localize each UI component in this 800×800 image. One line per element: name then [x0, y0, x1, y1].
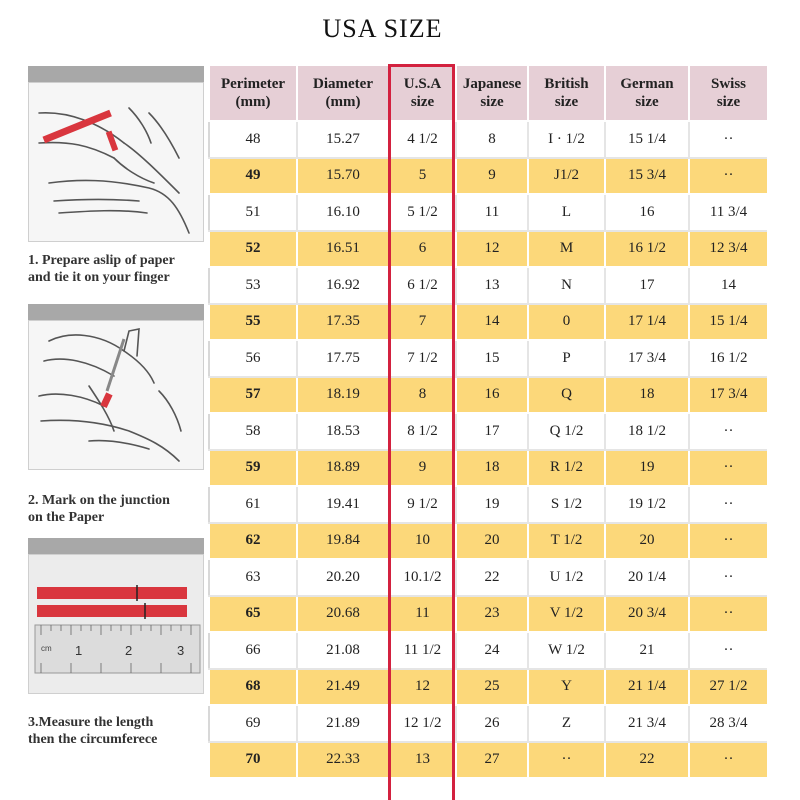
- ruler-number-2: 2: [125, 643, 133, 658]
- step-3-text: [28, 714, 208, 748]
- header-german-line-1: German: [620, 76, 674, 92]
- ruler-number-3: 3: [177, 643, 185, 658]
- cell-diameter: 21.08: [297, 632, 389, 669]
- cell-british: S 1/2: [528, 486, 605, 523]
- cell-german: 22: [605, 742, 689, 779]
- cell-british: N: [528, 267, 605, 304]
- cell-japanese: 14: [456, 304, 528, 341]
- cell-german: 19 1/2: [605, 486, 689, 523]
- cell-german: 16 1/2: [605, 231, 689, 268]
- cell-swiss: ··: [689, 742, 767, 779]
- table-row: [209, 267, 767, 304]
- cell-swiss: 17 3/4: [689, 377, 767, 414]
- header-diameter-line-1: Diameter: [313, 76, 373, 92]
- step-3-bar: [28, 538, 204, 554]
- cell-perimeter: 65: [209, 596, 297, 633]
- header-diameter: [297, 65, 389, 121]
- table-row: [209, 413, 767, 450]
- table-row: [209, 121, 767, 158]
- cell-usa: 7: [389, 304, 456, 341]
- cell-japanese: 24: [456, 632, 528, 669]
- cell-usa: 6 1/2: [389, 267, 456, 304]
- cell-japanese: 12: [456, 231, 528, 268]
- cell-perimeter: 58: [209, 413, 297, 450]
- table-row: [209, 596, 767, 633]
- cell-diameter: 17.75: [297, 340, 389, 377]
- cell-british: I · 1/2: [528, 121, 605, 158]
- cell-british: Y: [528, 669, 605, 706]
- hand-with-paper-strip-icon: [29, 83, 203, 241]
- cell-diameter: 21.49: [297, 669, 389, 706]
- cell-swiss: ··: [689, 596, 767, 633]
- ring-size-table: [208, 64, 767, 779]
- cell-usa: 9 1/2: [389, 486, 456, 523]
- header-usa-line-1: U.S.A: [403, 76, 442, 92]
- header-usa: [389, 65, 456, 121]
- step-1-text: [28, 252, 208, 286]
- cell-swiss: 14: [689, 267, 767, 304]
- cell-diameter: 20.20: [297, 559, 389, 596]
- cell-perimeter: 59: [209, 450, 297, 487]
- table-row: [209, 450, 767, 487]
- header-perimeter-line-1: Perimeter: [220, 76, 286, 92]
- cell-diameter: 19.41: [297, 486, 389, 523]
- cell-swiss: ··: [689, 450, 767, 487]
- page-title: USA SIZE: [322, 14, 443, 43]
- cell-german: 19: [605, 450, 689, 487]
- step-1-illustration: [28, 82, 204, 242]
- header-british-line-2: size: [554, 94, 579, 110]
- table-row: [209, 194, 767, 231]
- cell-swiss: 16 1/2: [689, 340, 767, 377]
- cell-usa: 5: [389, 158, 456, 195]
- cell-diameter: 18.19: [297, 377, 389, 414]
- cell-british: Q: [528, 377, 605, 414]
- cell-swiss: ··: [689, 632, 767, 669]
- cell-diameter: 21.89: [297, 705, 389, 742]
- table-row: [209, 559, 767, 596]
- cell-british: P: [528, 340, 605, 377]
- cell-usa: 5 1/2: [389, 194, 456, 231]
- header-swiss: [689, 65, 767, 121]
- table-row: [209, 486, 767, 523]
- header-swiss-line-1: Swiss: [710, 76, 747, 92]
- cell-british: L: [528, 194, 605, 231]
- table-row: [209, 669, 767, 706]
- cell-usa: 4 1/2: [389, 121, 456, 158]
- cell-swiss: ··: [689, 486, 767, 523]
- cell-usa: 12: [389, 669, 456, 706]
- cell-british: 0: [528, 304, 605, 341]
- cell-japanese: 23: [456, 596, 528, 633]
- cell-german: 16: [605, 194, 689, 231]
- cell-usa: 13: [389, 742, 456, 779]
- header-swiss-line-2: size: [716, 94, 741, 110]
- cell-usa: 12 1/2: [389, 705, 456, 742]
- cell-perimeter: 70: [209, 742, 297, 779]
- ruler-unit: cm: [41, 644, 52, 653]
- cell-diameter: 16.10: [297, 194, 389, 231]
- cell-japanese: 18: [456, 450, 528, 487]
- cell-perimeter: 53: [209, 267, 297, 304]
- cell-diameter: 20.68: [297, 596, 389, 633]
- step-2-bar: [28, 304, 204, 320]
- cell-british: T 1/2: [528, 523, 605, 560]
- cell-british: Z: [528, 705, 605, 742]
- cell-japanese: 25: [456, 669, 528, 706]
- cell-german: 18: [605, 377, 689, 414]
- cell-diameter: 19.84: [297, 523, 389, 560]
- cell-perimeter: 68: [209, 669, 297, 706]
- cell-perimeter: 48: [209, 121, 297, 158]
- cell-japanese: 11: [456, 194, 528, 231]
- cell-swiss: 27 1/2: [689, 669, 767, 706]
- cell-diameter: 18.53: [297, 413, 389, 450]
- cell-german: 20: [605, 523, 689, 560]
- cell-german: 18 1/2: [605, 413, 689, 450]
- table-row: [209, 705, 767, 742]
- cell-perimeter: 61: [209, 486, 297, 523]
- cell-japanese: 9: [456, 158, 528, 195]
- cell-japanese: 22: [456, 559, 528, 596]
- cell-diameter: 17.35: [297, 304, 389, 341]
- cell-swiss: ··: [689, 523, 767, 560]
- header-perimeter-line-2: (mm): [235, 94, 271, 110]
- header-british-line-1: British: [544, 76, 589, 92]
- header-japanese-line-1: Japanese: [462, 76, 522, 92]
- step-3-line-1: 3.Measure the length: [28, 715, 154, 730]
- cell-british: U 1/2: [528, 559, 605, 596]
- cell-usa: 8: [389, 377, 456, 414]
- hand-marking-paper-icon: [29, 321, 203, 469]
- cell-usa: 9: [389, 450, 456, 487]
- cell-german: 15 3/4: [605, 158, 689, 195]
- cell-german: 21 3/4: [605, 705, 689, 742]
- table-row: [209, 340, 767, 377]
- cell-diameter: 15.70: [297, 158, 389, 195]
- step-2-illustration: [28, 320, 204, 470]
- cell-perimeter: 52: [209, 231, 297, 268]
- table-row: [209, 158, 767, 195]
- cell-usa: 7 1/2: [389, 340, 456, 377]
- step-3-illustration: [28, 554, 204, 694]
- cell-japanese: 13: [456, 267, 528, 304]
- cell-perimeter: 56: [209, 340, 297, 377]
- header-british: [528, 65, 605, 121]
- cell-british: J1/2: [528, 158, 605, 195]
- cell-perimeter: 49: [209, 158, 297, 195]
- header-diameter-line-2: (mm): [325, 94, 361, 110]
- step-2-line-2: on the Paper: [28, 510, 105, 525]
- cell-british: ··: [528, 742, 605, 779]
- cell-swiss: ··: [689, 559, 767, 596]
- cell-german: 20 3/4: [605, 596, 689, 633]
- cell-usa: 10: [389, 523, 456, 560]
- table-row: [209, 231, 767, 268]
- step-3-line-2: then the circumferece: [28, 732, 158, 747]
- cell-german: 21 1/4: [605, 669, 689, 706]
- cell-perimeter: 55: [209, 304, 297, 341]
- size-table-container: [208, 64, 767, 800]
- cell-perimeter: 63: [209, 559, 297, 596]
- table-header-row: [209, 65, 767, 121]
- cell-swiss: 28 3/4: [689, 705, 767, 742]
- step-1-line-1: 1. Prepare aslip of paper: [28, 253, 175, 268]
- header-german-line-2: size: [635, 94, 659, 110]
- table-row: [209, 377, 767, 414]
- cell-perimeter: 57: [209, 377, 297, 414]
- header-japanese: [456, 65, 528, 121]
- cell-japanese: 20: [456, 523, 528, 560]
- cell-japanese: 26: [456, 705, 528, 742]
- table-row: [209, 742, 767, 779]
- cell-british: Q 1/2: [528, 413, 605, 450]
- cell-british: M: [528, 231, 605, 268]
- step-1-line-2: and tie it on your finger: [28, 270, 170, 285]
- cell-british: V 1/2: [528, 596, 605, 633]
- cell-perimeter: 69: [209, 705, 297, 742]
- cell-usa: 10.1/2: [389, 559, 456, 596]
- cell-german: 21: [605, 632, 689, 669]
- table-body: [209, 121, 767, 778]
- table-row: [209, 523, 767, 560]
- cell-german: 17 1/4: [605, 304, 689, 341]
- ruler-measuring-icon: [29, 555, 203, 693]
- cell-swiss: 15 1/4: [689, 304, 767, 341]
- cell-usa: 8 1/2: [389, 413, 456, 450]
- cell-perimeter: 51: [209, 194, 297, 231]
- header-japanese-line-2: size: [480, 94, 504, 110]
- cell-japanese: 15: [456, 340, 528, 377]
- step-2-line-1: 2. Mark on the junction: [28, 493, 170, 508]
- cell-swiss: 12 3/4: [689, 231, 767, 268]
- step-2-text: [28, 492, 208, 526]
- cell-usa: 11: [389, 596, 456, 633]
- cell-japanese: 16: [456, 377, 528, 414]
- cell-swiss: ··: [689, 121, 767, 158]
- cell-swiss: ··: [689, 413, 767, 450]
- cell-japanese: 27: [456, 742, 528, 779]
- header-perimeter: [209, 65, 297, 121]
- header-german: [605, 65, 689, 121]
- cell-german: 20 1/4: [605, 559, 689, 596]
- cell-diameter: 16.92: [297, 267, 389, 304]
- cell-german: 17 3/4: [605, 340, 689, 377]
- table-row: [209, 304, 767, 341]
- cell-japanese: 17: [456, 413, 528, 450]
- cell-british: R 1/2: [528, 450, 605, 487]
- cell-perimeter: 66: [209, 632, 297, 669]
- cell-british: W 1/2: [528, 632, 605, 669]
- cell-japanese: 19: [456, 486, 528, 523]
- cell-diameter: 15.27: [297, 121, 389, 158]
- instruction-panel: [28, 66, 204, 800]
- cell-diameter: 16.51: [297, 231, 389, 268]
- cell-swiss: 11 3/4: [689, 194, 767, 231]
- cell-german: 15 1/4: [605, 121, 689, 158]
- cell-swiss: ··: [689, 158, 767, 195]
- cell-diameter: 18.89: [297, 450, 389, 487]
- cell-usa: 11 1/2: [389, 632, 456, 669]
- cell-perimeter: 62: [209, 523, 297, 560]
- step-1-bar: [28, 66, 204, 82]
- cell-german: 17: [605, 267, 689, 304]
- table-row: [209, 632, 767, 669]
- header-usa-line-2: size: [410, 94, 435, 110]
- cell-japanese: 8: [456, 121, 528, 158]
- cell-diameter: 22.33: [297, 742, 389, 779]
- ruler-number-1: 1: [75, 643, 83, 658]
- cell-usa: 6: [389, 231, 456, 268]
